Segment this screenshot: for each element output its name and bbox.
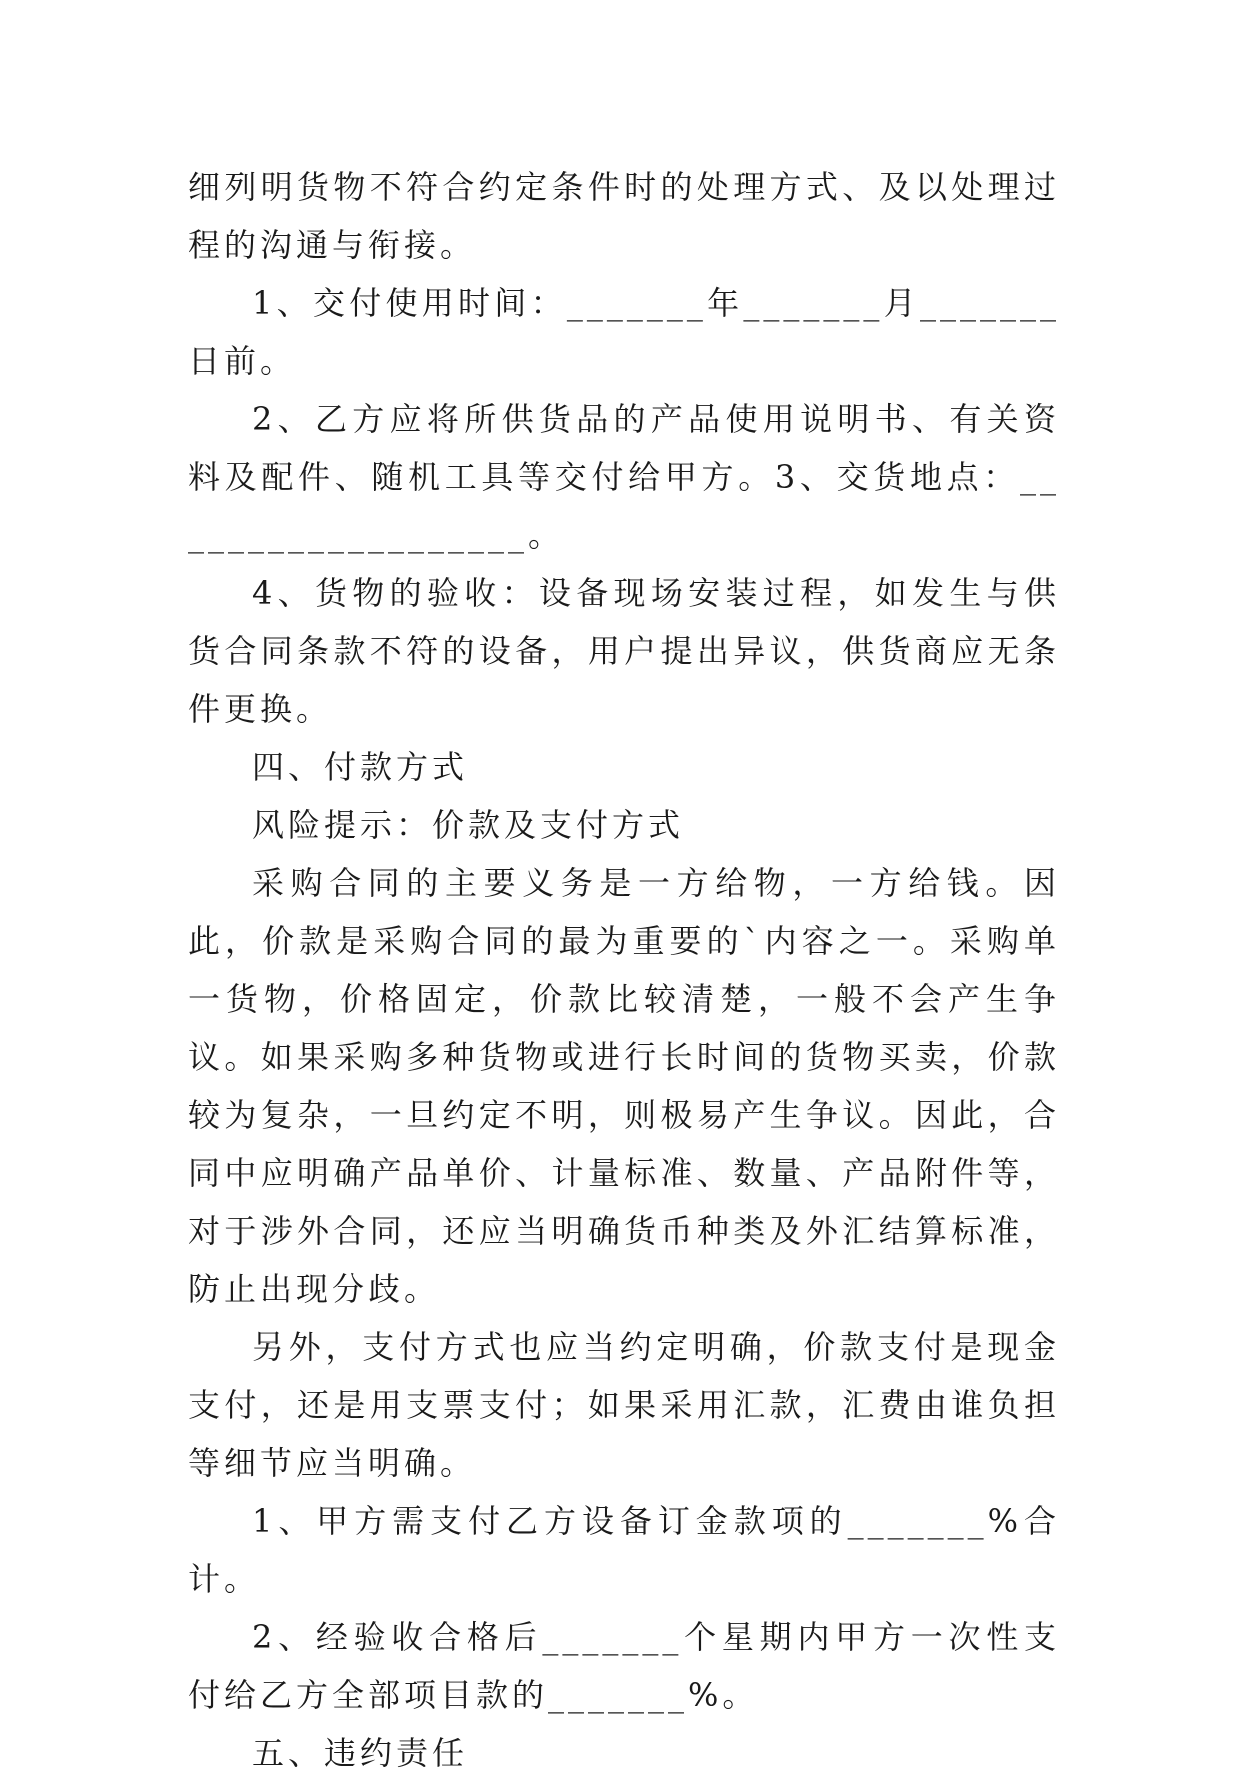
section-heading-liability: 五、违约责任: [252, 1734, 469, 1772]
paragraph-delivery-materials: 2、乙方应将所供货品的产品使用说明书、有关资料及配件、随机工具等交付给甲方。3、交货地点：___________________。: [188, 400, 1060, 554]
paragraph-handling-continuation: 细列明货物不符合约定条件时的处理方式、及以处理过程的沟通与衔接。: [188, 168, 1060, 264]
paragraph-acceptance: 4、货物的验收：设备现场安装过程，如发生与供货合同条款不符的设备，用户提出异议，供货商应无条件更换。: [188, 574, 1060, 728]
paragraph-delivery-time: 1、交付使用时间：_______年_______月_______日前。: [188, 284, 1060, 380]
paragraph-price-risk: 采购合同的主要义务是一方给物，一方给钱。因此，价款是采购合同的最为重要的`内容之一。采购单一货物，价格固定，价款比较清楚，一般不会产生争议。如果采购多种货物或进行长时间的货物买卖，价款较为复杂，一旦约定不明，则极易产生争议。因此，合同中应明确产品单价、计量标准、数量、产品附件等，对于涉外合同，还应当明确货币种类及外汇结算标准，防止出现分歧。: [188, 864, 1060, 1308]
paragraph-payment-method: 另外，支付方式也应当约定明确，价款支付是现金支付，还是用支票支付；如果采用汇款，汇费由谁负担等细节应当明确。: [188, 1328, 1060, 1482]
document-body: [188, 158, 1060, 1782]
paragraph-deposit: 1、甲方需支付乙方设备订金款项的_______%合计。: [188, 1502, 1060, 1598]
risk-tip-heading: 风险提示：价款及支付方式: [252, 806, 685, 844]
paragraph-final-payment: 2、经验收合格后_______个星期内甲方一次性支付给乙方全部项目款的_______%。: [188, 1618, 1060, 1714]
section-heading-payment: 四、付款方式: [252, 748, 469, 786]
